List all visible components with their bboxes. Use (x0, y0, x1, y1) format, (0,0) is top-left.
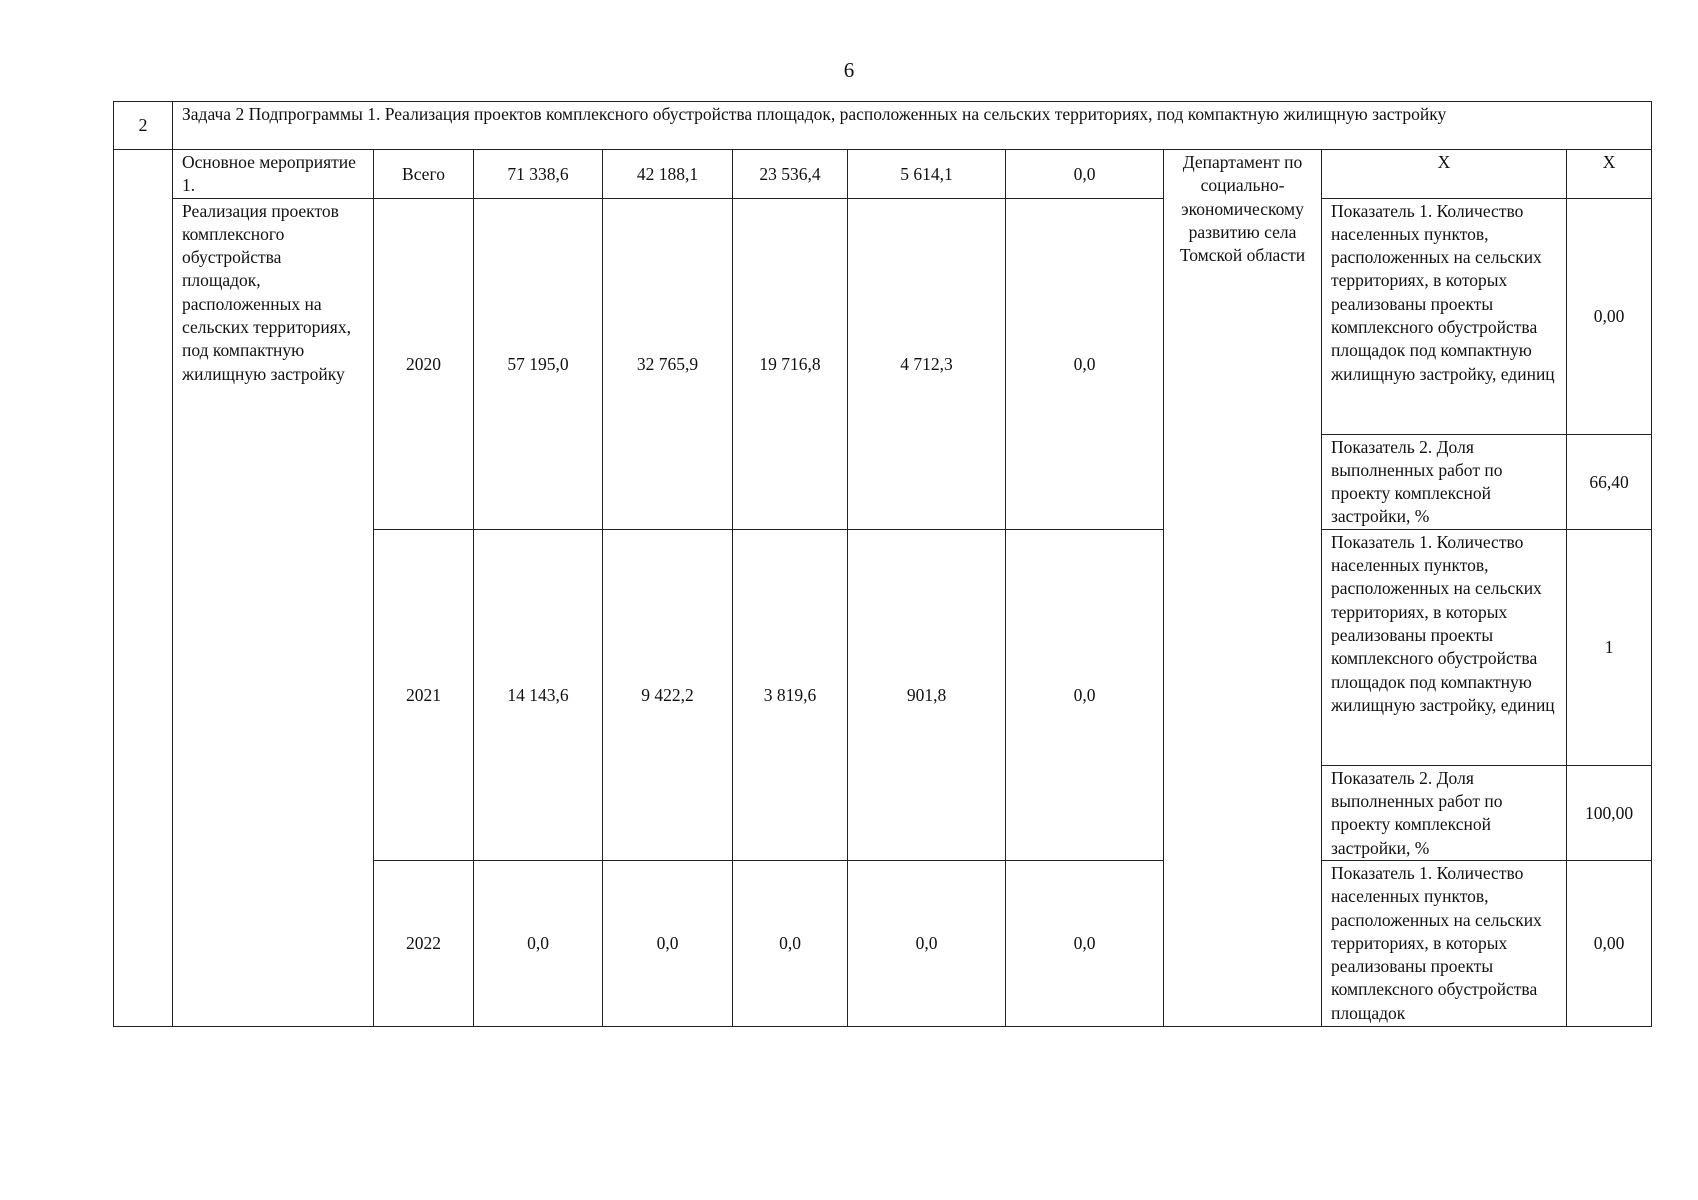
task-title: Задача 2 Подпрограммы 1. Реализация проектов комплексного обустройства площадок, расположенных на сельских территориях, под компактную жилищную застройку (173, 102, 1652, 150)
year-2020-value-1: 57 195,0 (474, 198, 603, 529)
period-total: Всего (374, 150, 474, 199)
year-2022-value-5: 0,0 (1006, 860, 1164, 1026)
year-2020: 2020 (374, 198, 474, 529)
year-2022-value-3: 0,0 (733, 860, 848, 1026)
year-2021-value-5: 0,0 (1006, 529, 1164, 860)
indicator-text: Показатель 1. Количество населенных пунктов, расположенных на сельских территориях, в которых реализованы проекты комплексного обустройства площадок (1322, 860, 1567, 1026)
indicator-text: Показатель 1. Количество населенных пунктов, расположенных на сельских территориях, в которых реализованы проекты комплексного обустройства площадок под компактную жилищную застройку, единиц (1322, 198, 1567, 434)
total-value-5: 0,0 (1006, 150, 1164, 199)
year-2021-value-4: 901,8 (848, 529, 1006, 860)
year-2022-value-2: 0,0 (603, 860, 733, 1026)
task-number: 2 (114, 102, 173, 150)
year-2022: 2022 (374, 860, 474, 1026)
indicator-value: 66,40 (1567, 434, 1652, 529)
indicator-value: 1 (1567, 529, 1652, 765)
total-value-4: 5 614,1 (848, 150, 1006, 199)
year-2021-value-1: 14 143,6 (474, 529, 603, 860)
empty-number-cell (114, 150, 173, 1027)
indicator-text: Показатель 1. Количество населенных пунктов, расположенных на сельских территориях, в которых реализованы проекты комплексного обустройства площадок под компактную жилищную застройку, единиц (1322, 529, 1567, 765)
indicator-value: 100,00 (1567, 765, 1652, 860)
activity-label: Основное мероприятие 1. (173, 150, 374, 199)
indicator-value: 0,00 (1567, 198, 1652, 434)
year-2021-value-2: 9 422,2 (603, 529, 733, 860)
year-2021-value-3: 3 819,6 (733, 529, 848, 860)
total-indicator: Х (1322, 150, 1567, 199)
year-2020-value-5: 0,0 (1006, 198, 1164, 529)
total-row (114, 150, 1652, 199)
total-value-1: 71 338,6 (474, 150, 603, 199)
year-2021: 2021 (374, 529, 474, 860)
total-indicator-value: Х (1567, 150, 1652, 199)
responsible-department: Департамент по социально-экономическому развитию села Томской области (1164, 150, 1322, 1027)
year-2020-value-3: 19 716,8 (733, 198, 848, 529)
year-2022-value-1: 0,0 (474, 860, 603, 1026)
activity-description: Реализация проектов комплексного обустройства площадок, расположенных на сельских территориях, под компактную жилищную застройку (173, 198, 374, 1026)
indicator-text: Показатель 2. Доля выполненных работ по проекту комплексной застройки, % (1322, 434, 1567, 529)
total-value-3: 23 536,4 (733, 150, 848, 199)
indicator-value: 0,00 (1567, 860, 1652, 1026)
indicator-text: Показатель 2. Доля выполненных работ по проекту комплексной застройки, % (1322, 765, 1567, 860)
year-2020-value-4: 4 712,3 (848, 198, 1006, 529)
task-header-row (114, 102, 1652, 150)
program-table (113, 101, 1652, 1027)
year-row-2020 (114, 198, 1652, 434)
total-value-2: 42 188,1 (603, 150, 733, 199)
year-2020-value-2: 32 765,9 (603, 198, 733, 529)
page-number: 6 (843, 58, 855, 82)
year-2022-value-4: 0,0 (848, 860, 1006, 1026)
